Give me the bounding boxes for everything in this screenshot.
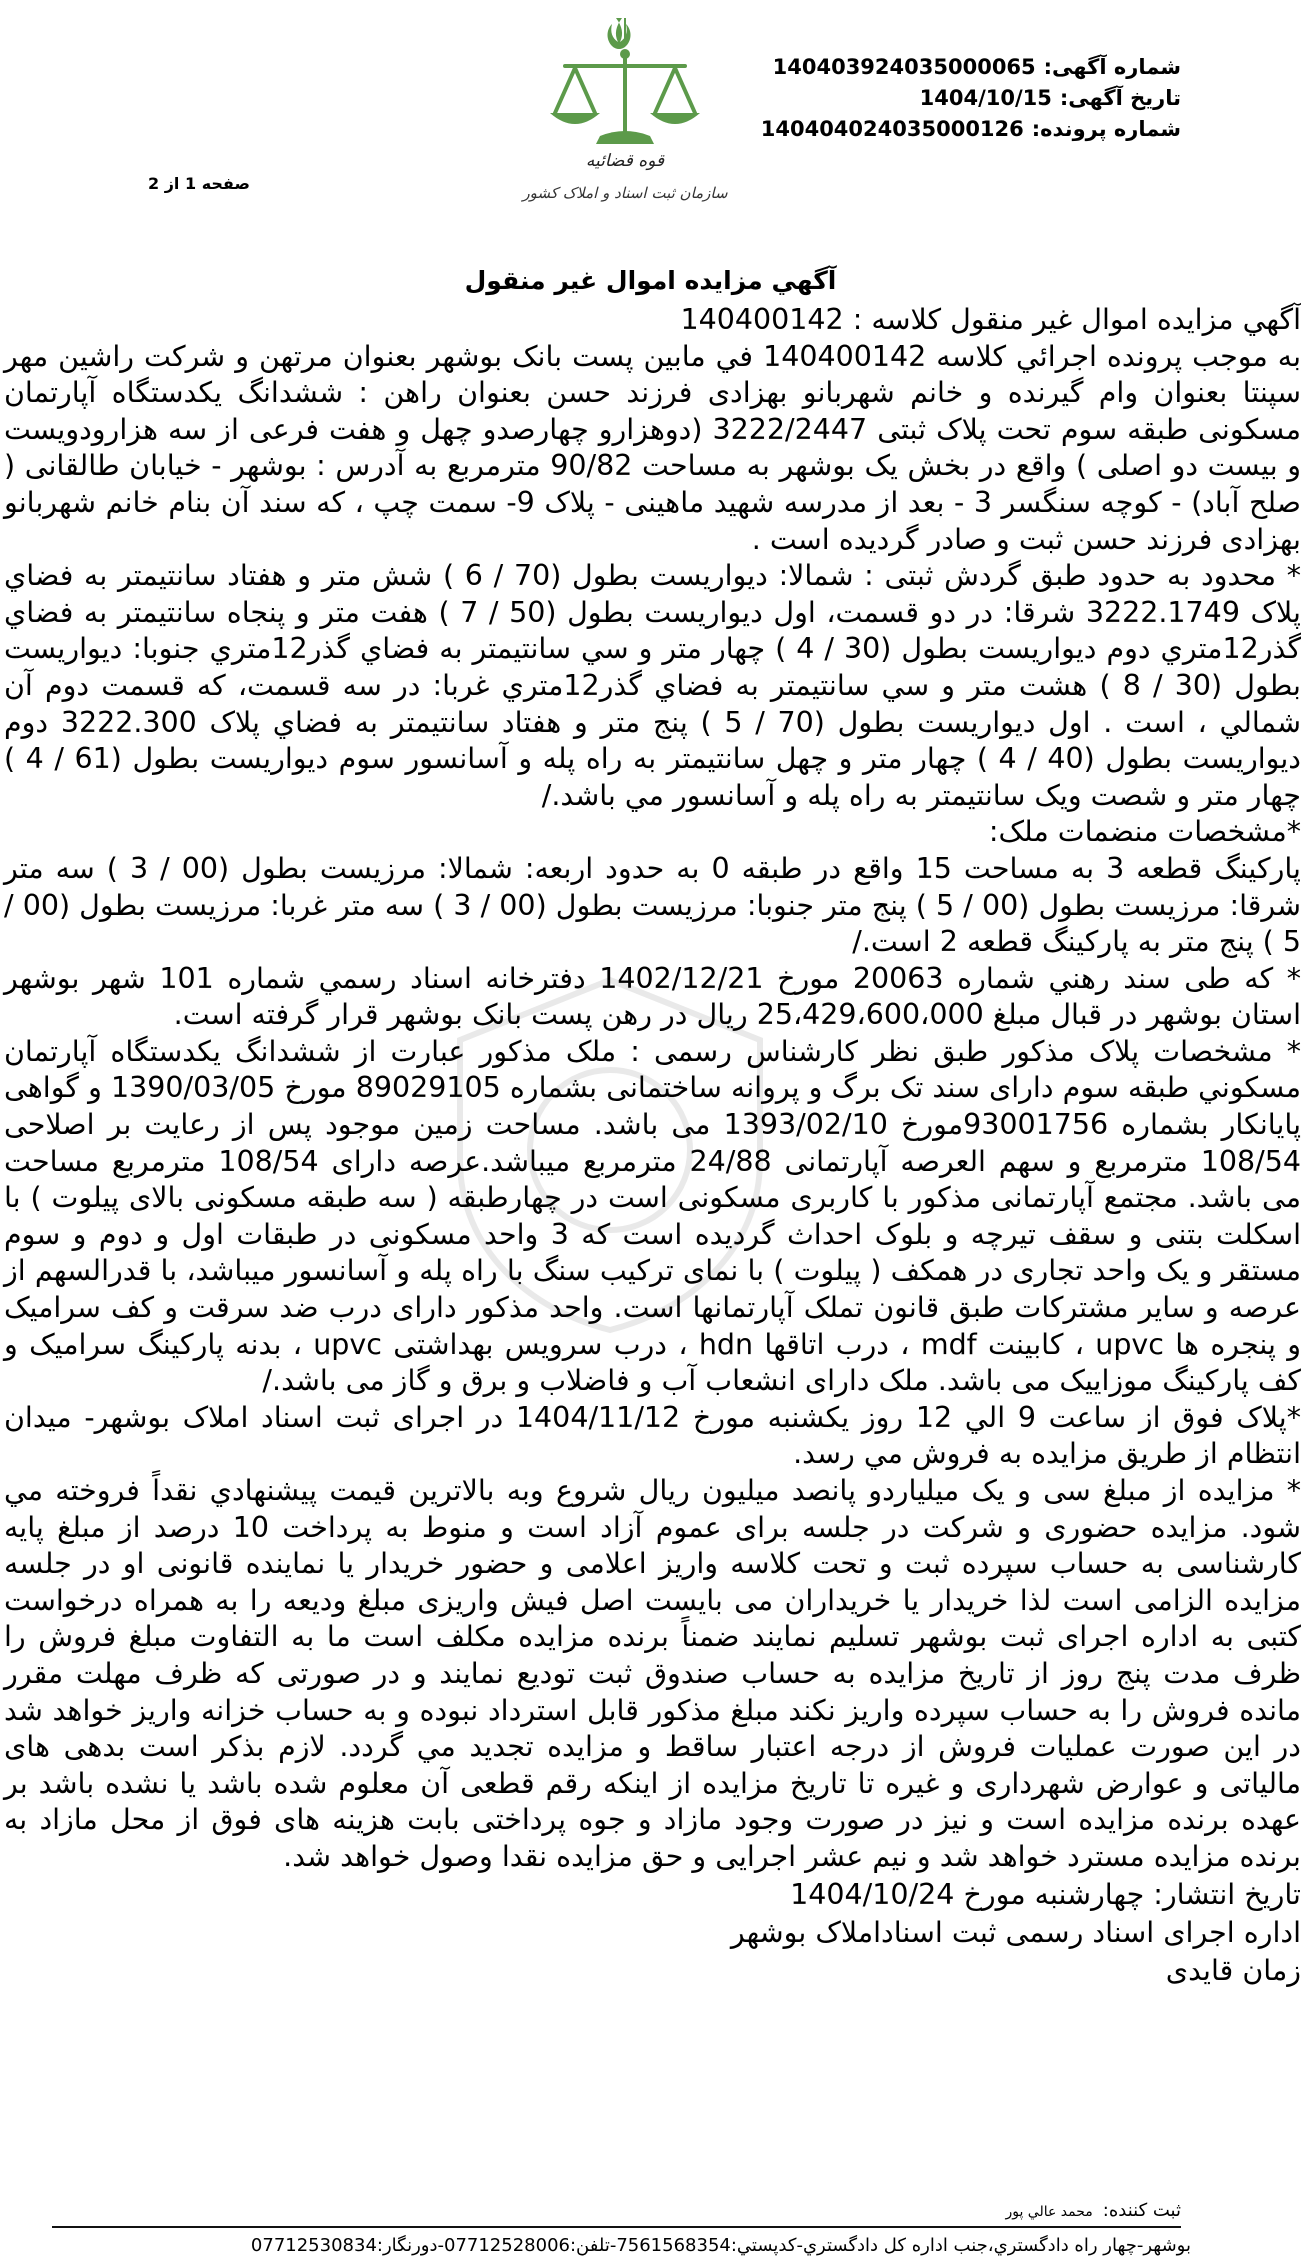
case-number-row	[741, 114, 1181, 145]
notice-date-label: تاریخ آگهی:	[1059, 86, 1181, 110]
notice-number-label: شماره آگهی:	[1043, 55, 1181, 79]
footer-divider	[52, 2226, 1181, 2228]
case-number: 140404024035000126	[760, 117, 1024, 141]
document-title: آگهي مزايده اموال غير منقول	[464, 266, 837, 295]
paragraph-auction-time: *پلاک فوق از ساعت 9 الي 12 روز يکشنبه مورخ 1404/11/12 در اجرای ثبت اسناد املاک بوشهر- ميدان انتظام از طريق مزايده به فروش مي رسد.	[4, 1400, 1301, 1471]
notice-meta	[741, 52, 1181, 145]
paragraph-boundaries: * محدود به حدود طبق گردش ثبتی : شمالا: ديواريست بطول (70 / 6 ) شش متر و هفتاد سانتيمتر به فضاي پلاک 3222.1749 شرقا: در دو قسمت، اول ديواريست بطول (50 / 7 ) هفت متر و پنجاه سانتيمتر به فضاي گذر12متري دوم ديواريست بطول (30 / 4 ) چهار متر و سي سانتيمتر به فضاي گذر12متري جنوبا: ديواريست بطول (30 / 8 ) هشت متر و سي سانتيمتر به فضاي گذر12متري غربا: در سه قسمت، که قسمت دوم آن شمالي ، است . اول ديواريست بطول (70 / 5 ) پنج متر و هفتاد سانتيمتر به فضاي پلاک 3222.300 دوم ديواريست بطول (40 / 4 ) چهار متر و چهل سانتيمتر به راه پله و آسانسور سوم ديواريست بطول (61 / 4 ) چهار متر و شصت ويک سانتيمتر به راه پله و آسانسور مي باشد./	[4, 559, 1301, 812]
paragraph-parking: پارکينگ قطعه 3 به مساحت 15 واقع در طبقه 0 به حدود اربعه: شمالا: مرزيست بطول (00 / 3 ) سه متر شرقا: مرزيست بطول (00 / 5 ) پنج متر جنوبا: مرزيست بطول (00 / 3 ) سه متر غربا: مرزيست بطول (00 / 5 ) پنج متر به پارکينگ قطعه 2 است./	[4, 851, 1301, 959]
notice-number-row	[741, 52, 1181, 83]
paragraph-case-details: به موجب پرونده اجرائي کلاسه 140400142 في مابين پست بانک بوشهر بعنوان مرتهن و شرکت راشين مهر سپنتا بعنوان وام گيرنده و خانم شهربانو بهزادی فرزند حسن بعنوان راهن : ششدانگ يکدستگاه آپارتمان مسکونی طبقه سوم تحت پلاک ثبتی 3222/2447 (دوهزارو چهارصدو چهل و هفت فرعی از سه هزارودويست و بيست دو اصلی ) واقع در بخش يک بوشهر به مساحت 90/82 مترمربع به آدرس : بوشهر - خيابان طالقانی ( صلح آباد) - کوچه سنگسر 3 - بعد از مدرسه شهيد ماهينی - پلاک 9- سمت چپ ، که سند آن بنام خانم شهربانو بهزادی فرزند حسن ثبت و صادر گرديده است .	[4, 339, 1301, 556]
page-indicator: صفحه 1 از 2	[148, 174, 250, 193]
svg-text:سازمان ثبت اسناد و املاک کشور: سازمان ثبت اسناد و املاک کشور	[522, 184, 728, 202]
publish-date: تاريخ انتشار: چهارشنبه مورخ 1404/10/24	[790, 1877, 1301, 1911]
registrar-line	[1005, 2200, 1181, 2221]
svg-text:قوه قضائیه: قوه قضائیه	[585, 151, 665, 171]
registrar-name: محمد عالي پور	[1005, 2204, 1093, 2220]
closing-block	[4, 1876, 1301, 1990]
notice-number: 140403924035000065	[772, 55, 1036, 79]
paragraph-expert-opinion: * مشخصات پلاک مذکور طبق نظر کارشناس رسمی : ملک مذکور عبارت از ششدانگ يکدستگاه آپارتمان مسکوني طبقه سوم دارای سند تک برگ و پروانه ساختمانی بشماره 89029105 مورخ 1390/03/05 و گواهی پايانکار بشماره 93001756مورخ 1393/02/10 می باشد. مساحت زمين موجود پس از رعايت بر اصلاحی 108/54 مترمربع و سهم العرصه آپارتمانی 24/88 مترمربع ميباشد.عرصه دارای 108/54 مترمربع مساحت می باشد. مجتمع آپارتمانی مذکور با کاربری مسکونی است در چهارطبقه ( سه طبقه مسکونی بالای پيلوت ) با اسکلت بتنی و سقف تيرچه و بلوک احداث گرديده است که 3 واحد مسکونی در طبقات اول و دوم و سوم مستقر و يک واحد تجاری در همکف ( پيلوت ) با نمای ترکيب سنگ با راه پله و آسانسور ميباشد، با قدرالسهم از عرصه و ساير مشترکات طبق قانون تملک آپارتمانها است. واحد مذکور دارای درب ضد سرقت و کف سراميک و پنجره ها upvc ، کابينت mdf ، درب اتاقها hdn ، درب سرويس بهداشتی upvc ، بدنه پارکينگ سراميک و کف پارکينگ موزاييک می باشد. ملک دارای انشعاب آب و فاضلاب و برق و گاز می باشد./	[4, 1034, 1301, 1398]
paragraph-annexes-heading: *مشخصات منضمات ملک:	[988, 815, 1301, 849]
footer-address: بوشهر-چهار راه دادگستري،جنب اداره کل دادگستري-کدپستي:7561568354-تلفن:07712528006-دورنگار:07712530834	[250, 2235, 1191, 2256]
notice-date-row	[741, 83, 1181, 114]
paragraph-auction-terms: * مزايده از مبلغ سی و يک ميلياردو پانصد ميليون ريال شروع وبه بالاترين قيمت پيشنهادي نقداً فروخته مي شود. مزايده حضوری و شرکت در جلسه برای عموم آزاد است و منوط به پرداخت 10 درصد از مبلغ پايه کارشناسی به حساب سپرده ثبت و تحت کلاسه واريز اعلامی و حضور خريدار يا نماينده قانونی او در جلسه مزايده الزامی است لذا خريدار يا خريداران می بايست اصل فيش واريزی مبلغ وديعه را به همراه درخواست کتبی به اداره اجرای ثبت بوشهر تسليم نمايند ضمناً برنده مزايده مکلف است ما به التفاوت مبلغ فروش را ظرف مدت پنج روز از تاريخ مزايده به حساب صندوق ثبت توديع نمايند و در صورتی که ظرف مهلت مقرر مانده فروش را به حساب سپرده واريز نکند مبلغ مذکور قابل استرداد نبوده و به حساب خزانه واريز خواهد شد در اين صورت عمليات فروش از درجه اعتبار ساقط و مزايده تجديد مي گردد. لازم بذکر است بدهی های مالياتی و عوارض شهرداری و غيره تا تاريخ مزايده از اينکه رقم قطعی آن معلوم شده باشد يا نشده باشد بر عهده برنده مزايده است و نيز در صورت وجود مازاد و جوه پرداختی بابت هزينه های فوق از محل مازاد به برنده مزايده مسترد خواهد شد و نيم عشر اجرايی و حق مزايده نقدا وصول خواهد شد.	[4, 1474, 1301, 1873]
issuing-office: اداره اجرای اسناد رسمی ثبت اسناداملاک بوشهر	[730, 1915, 1301, 1949]
paragraph-class-line: آگهي مزايده اموال غير منقول کلاسه : 140400142	[680, 303, 1301, 336]
notice-body	[4, 302, 1301, 1990]
case-number-label: شماره پرونده:	[1031, 117, 1181, 141]
paragraph-mortgage: * که طی سند رهني شماره 20063 مورخ 1402/12/21 دفترخانه اسناد رسمي شماره 101 شهر بوشهر استان بوشهر در قبال مبلغ 25،429،600،000 ريال در رهن پست بانک بوشهر قرار گرفته است.	[4, 961, 1301, 1032]
signatory-name: زمان قايدی	[1165, 1953, 1301, 1987]
notice-date: 1404/10/15	[919, 86, 1052, 110]
judiciary-logo	[520, 8, 730, 218]
registrar-label: ثبت کننده:	[1102, 2200, 1181, 2221]
